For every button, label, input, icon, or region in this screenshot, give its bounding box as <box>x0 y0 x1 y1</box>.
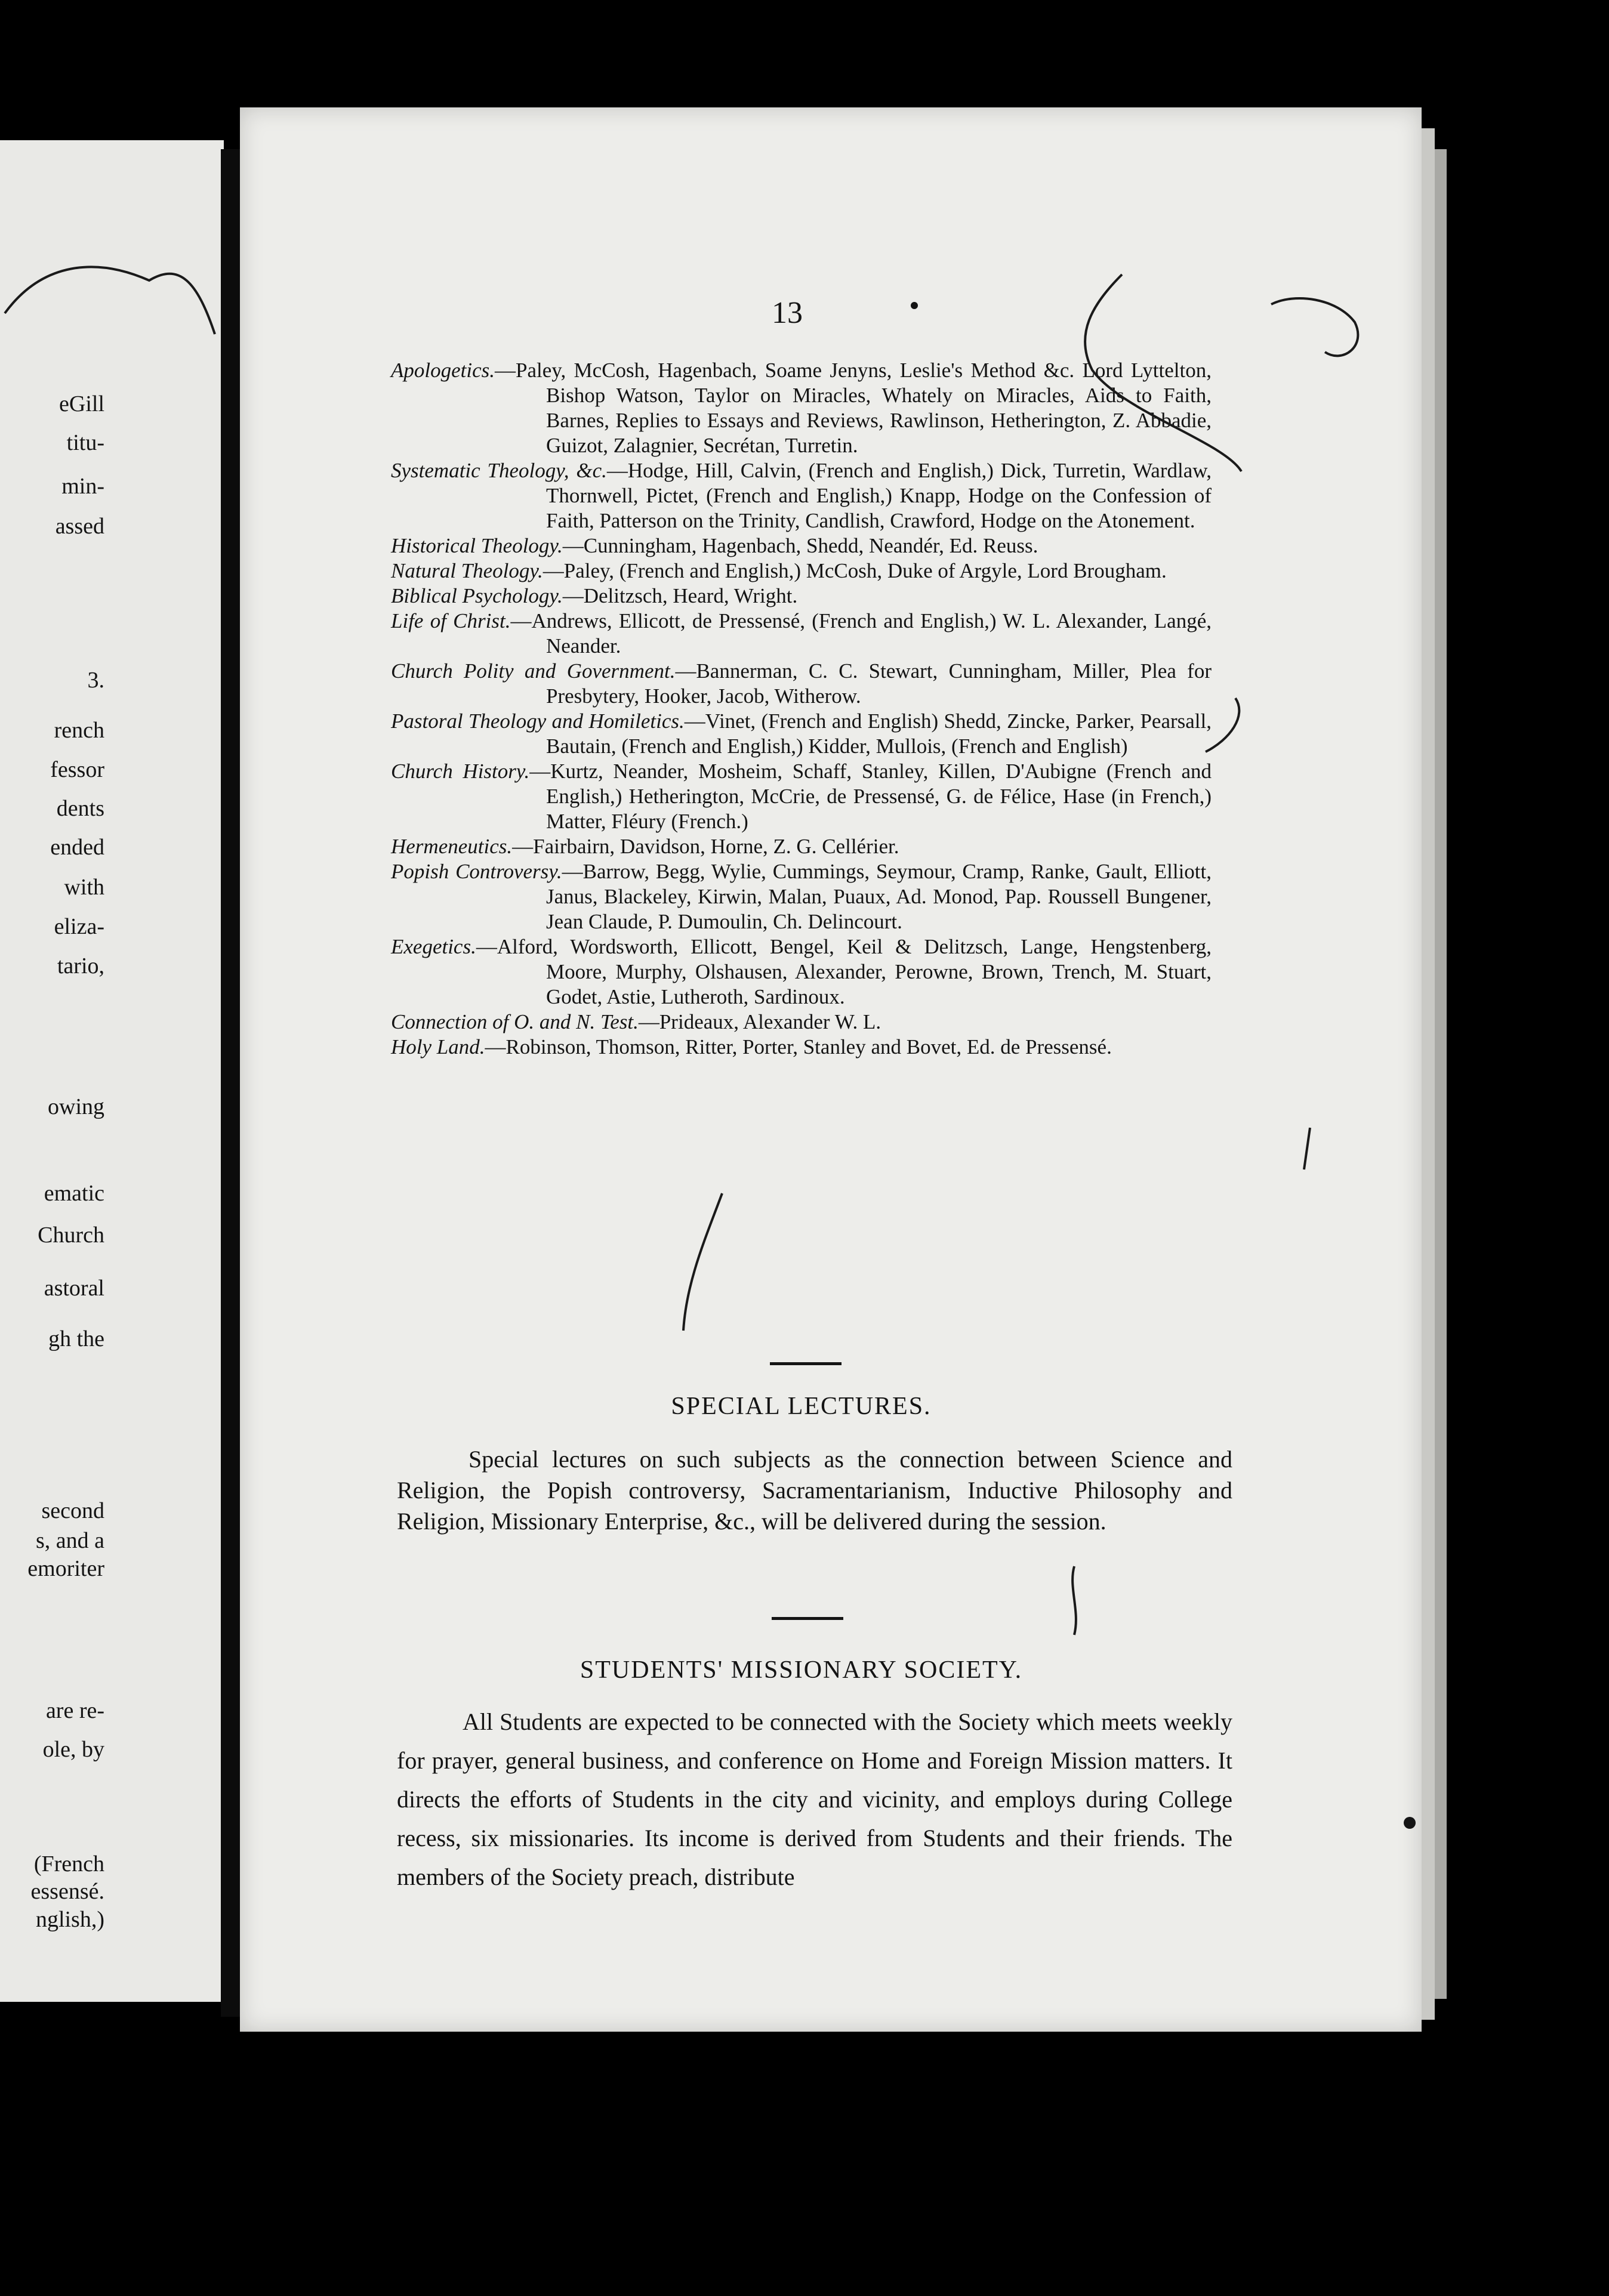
entry-authors: —Paley, (French and English,) McCosh, Duke of Argyle, Lord Brougham. <box>543 559 1167 582</box>
entry-subject: Biblical Psychology. <box>391 584 563 607</box>
pencil-stroke <box>683 1193 722 1331</box>
missionary-society-text: All Students are expected to be connected with the Society which meets weekly for prayer, general business, and conference on Home and Foreign Mission matters. It directs the efforts of Students in the city and vicinity, and employs during College recess, six missionaries. Its income is derived from Students and their friends. The members of the Society preach, distribute <box>397 1708 1232 1890</box>
ink-dot <box>1404 1817 1416 1829</box>
entry-subject: Hermeneutics. <box>391 835 513 858</box>
entry-authors: —Barrow, Begg, Wylie, Cummings, Seymour, Cramp, Ranke, Gault, Elliott, Janus, Blackeley, Kirwin, Malan, Puaux, Ad. Monod, Pap. Roussell Bungener, Jean Claude, P. Dumoulin, Ch. Delincourt. <box>546 860 1212 933</box>
entry-authors: —Fairbairn, Davidson, Horne, Z. G. Cellérier. <box>512 835 899 858</box>
entry-subject: Life of Christ. <box>391 609 511 632</box>
pencil-stroke <box>1085 274 1241 471</box>
left-page-fragment: gh the <box>48 1326 104 1351</box>
entry-subject: Popish Controversy. <box>391 860 562 883</box>
left-page-fragment: tario, <box>57 953 104 979</box>
left-page-fragment: are re- <box>45 1698 104 1723</box>
entry-subject: Holy Land. <box>391 1035 485 1058</box>
entry-authors: —Paley, McCosh, Hagenbach, Soame Jenyns, Leslie's Method &c. Lord Lyttelton, Bishop Watson, Taylor on Miracles, Whately on Miracles, Aids to Faith, Barnes, Replies to Essays and Reviews, Rawlinson, Hetherington, Z. Abbadie, Guizot, Zalagnier, Secrétan, Turretin. <box>495 359 1212 457</box>
entry-subject: Church Polity and Government. <box>391 659 676 683</box>
left-page-fragment: 3. <box>87 668 104 693</box>
left-page-fragment: s, and a <box>35 1528 104 1553</box>
left-page-fragment: eliza- <box>54 914 104 939</box>
entry-subject: Apologetics. <box>391 359 495 382</box>
entry-authors: —Vinet, (French and English) Shedd, Zincke, Parker, Pearsall, Bautain, (French and English,) Kidder, Mullois, (French and English) <box>546 709 1212 758</box>
left-page-fragment: owing <box>48 1094 104 1119</box>
pencil-stroke <box>5 267 215 334</box>
left-page-fragment: ole, by <box>42 1737 104 1762</box>
special-lectures-heading: SPECIAL LECTURES. <box>671 1393 932 1420</box>
left-page-fragment: astoral <box>44 1276 104 1301</box>
entry-authors: —Bannerman, C. C. Stewart, Cunningham, Miller, Plea for Presbytery, Hooker, Jacob, Witherow. <box>546 659 1212 708</box>
left-page-fragment: fessor <box>50 757 104 782</box>
pencil-stroke <box>1304 1128 1310 1169</box>
left-page-fragment: dents <box>56 796 104 821</box>
entry-subject: Pastoral Theology and Homiletics. <box>391 709 685 733</box>
left-page-fragment: eGill <box>59 391 104 416</box>
entry-authors: —Andrews, Ellicott, de Pressensé, (French and English,) W. L. Alexander, Langé, Neander. <box>510 609 1212 658</box>
pencil-stroke <box>1206 698 1239 752</box>
pencil-stroke <box>1271 298 1358 356</box>
ink-dot <box>911 302 918 309</box>
left-page-fragment: rench <box>54 718 104 743</box>
left-page-fragment: (French <box>33 1851 104 1877</box>
left-page-fragment: emoriter <box>27 1556 104 1581</box>
entry-authors: —Kurtz, Neander, Mosheim, Schaff, Stanley, Killen, D'Aubigne (French and English,) Hetherington, McCrie, de Pressensé, G. de Félice, Hase (in French,) Matter, Fléury (French.) <box>529 760 1212 833</box>
left-page-fragment: ended <box>50 835 104 860</box>
left-page-fragment: ematic <box>44 1181 104 1206</box>
entry-subject: Connection of O. and N. Test. <box>391 1010 639 1033</box>
entry-authors: —Cunningham, Hagenbach, Shedd, Neandér, Ed. Reuss. <box>562 534 1038 557</box>
entry-authors: —Prideaux, Alexander W. L. <box>638 1010 881 1033</box>
missionary-society-heading: STUDENTS' MISSIONARY SOCIETY. <box>580 1656 1023 1684</box>
left-page-fragment: assed <box>55 514 104 539</box>
entry-subject: Natural Theology. <box>391 559 543 582</box>
pencil-stroke <box>1072 1566 1076 1635</box>
entry-authors: —Alford, Wordsworth, Ellicott, Bengel, Keil & Delitzsch, Lange, Hengstenberg, Moore, Murphy, Olshausen, Alexander, Perowne, Brown, Trench, M. Stuart, Godet, Astie, Lutheroth, Sardinoux. <box>476 935 1212 1008</box>
special-lectures-text: Special lectures on such subjects as the connection between Science and Religion, the Popish controversy, Sacramentarianism, Inductive Philosophy and Religion, Missionary Enterprise, &c., will be delivered during the session. <box>397 1446 1232 1535</box>
left-page-fragment: nglish,) <box>35 1907 104 1932</box>
entry-subject: Historical Theology. <box>391 534 563 557</box>
page-number: 13 <box>772 296 803 330</box>
entry-authors: —Delitzsch, Heard, Wright. <box>562 584 798 607</box>
entry-subject: Church History. <box>391 760 530 783</box>
left-page-fragment: titu- <box>66 430 104 455</box>
entry-subject: Exegetics. <box>391 935 476 958</box>
left-page-fragment: with <box>64 875 104 900</box>
left-page-fragment: second <box>41 1498 104 1523</box>
left-page-fragment: essensé. <box>30 1879 104 1904</box>
entry-subject: Systematic Theology, &c. <box>391 459 607 482</box>
entry-authors: —Hodge, Hill, Calvin, (French and English,) Dick, Turretin, Wardlaw, Thornwell, Pictet, (French and English,) Knapp, Hodge on the Confession of Faith, Patterson on the Trinity, Candlish, Crawford, Hodge on the Atonement. <box>546 459 1212 532</box>
left-page-fragment: Church <box>38 1223 104 1248</box>
entry-authors: —Robinson, Thomson, Ritter, Porter, Stanley and Bovet, Ed. de Pressensé. <box>485 1035 1112 1058</box>
left-page-fragment: min- <box>61 474 104 499</box>
